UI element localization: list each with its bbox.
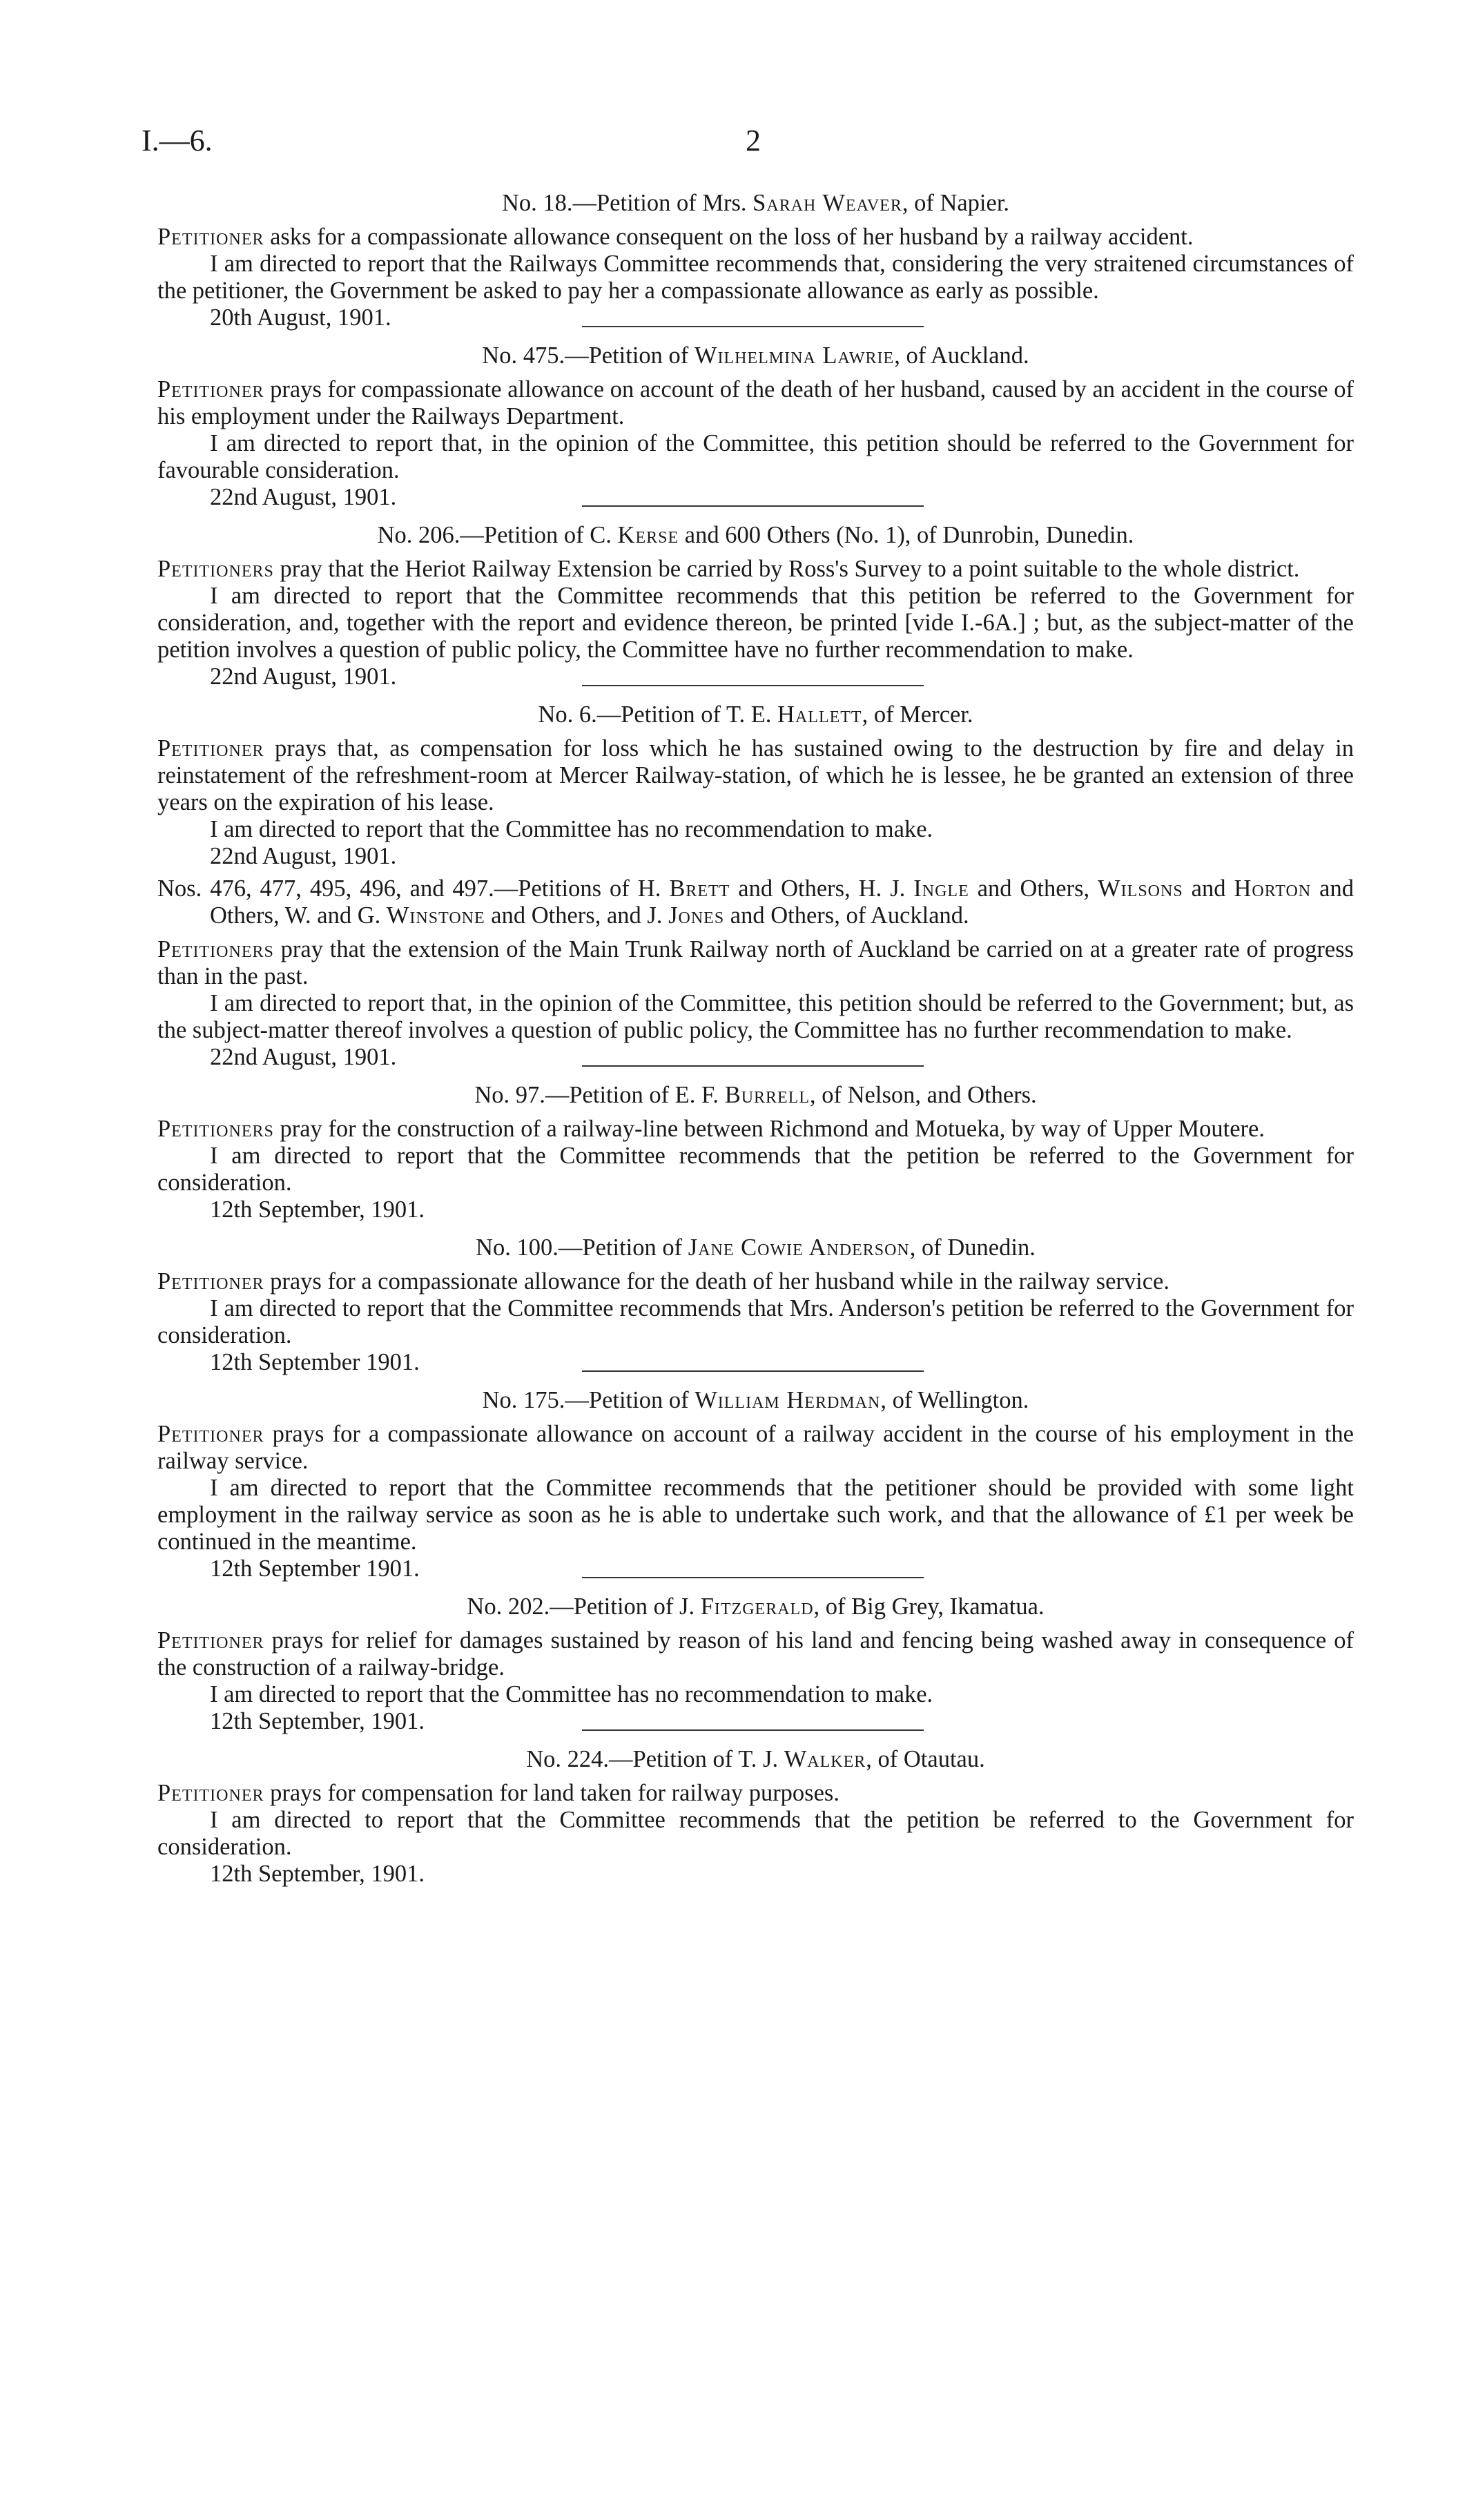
- petition-summary: Petitioners pray for the construction of a railway-line between Richmond and Motueka, by way of Upper Moutere.: [157, 1116, 1265, 1142]
- petition-title: No. 175.—Petition of William Herdman, of Wellington.: [482, 1387, 1029, 1413]
- petition-entry: [157, 1387, 1354, 1582]
- petition-entry: [157, 1746, 1354, 1888]
- petitions-report: [157, 190, 1354, 1888]
- petition-entry: [157, 875, 1354, 1070]
- report-date: 12th September, 1901.: [210, 1196, 425, 1223]
- committee-report: I am directed to report that the Committee recommends that this petition be referred to the Government for consideration, and, together with the report and evidence thereon, be printed [vide I.-6A.] ; but, as the subject-matter of the petition involves a question of public policy, the Committee have no further recommendation to make.: [157, 583, 1354, 663]
- committee-report: I am directed to report that, in the opinion of the Committee, this petition should be referred to the Government; but, as the subject-matter thereof involves a question of public policy, the Committee has no further recommendation to make.: [157, 990, 1354, 1043]
- petition-title: No. 97.—Petition of E. F. Burrell, of Nelson, and Others.: [474, 1082, 1037, 1108]
- report-date: 22nd August, 1901.: [210, 1044, 397, 1070]
- section-divider: [582, 326, 924, 327]
- section-divider: [582, 685, 924, 686]
- petition-summary: Petitioner prays for compassionate allowance on account of the death of her husband, caused by an accident in the course of his employment under the Railways Department.: [157, 376, 1354, 429]
- petition-summary: Petitioner prays that, as compensation for loss which he has sustained owing to the destruction by fire and delay in reinstatement of the refreshment-room at Mercer Railway-station, of which he is lessee, he be granted an extension of three years on the expiration of his lease.: [157, 735, 1354, 815]
- petition-entry: [157, 190, 1354, 331]
- committee-report: I am directed to report that the Committee recommends that the petition be referred to the Government for consideration.: [157, 1143, 1354, 1196]
- petition-title: No. 224.—Petition of T. J. Walker, of Otautau.: [526, 1746, 985, 1772]
- committee-report: I am directed to report that the Committee recommends that the petitioner should be provided with some light employment in the railway service as soon as he is able to undertake such work, and that the allowance of £1 per week be continued in the meantime.: [157, 1475, 1354, 1555]
- petition-entry: [157, 1234, 1354, 1375]
- petition-summary: Petitioner asks for a compassionate allowance consequent on the loss of her husband by a railway accident.: [157, 224, 1194, 250]
- petition-title: No. 475.—Petition of Wilhelmina Lawrie, of Auckland.: [482, 342, 1029, 369]
- committee-report: I am directed to report that the Committee recommends that Mrs. Anderson's petition be referred to the Government for consideration.: [157, 1295, 1354, 1348]
- report-date: 12th September 1901.: [210, 1349, 420, 1375]
- petition-title: No. 6.—Petition of T. E. Hallett, of Mercer.: [538, 701, 973, 728]
- petition-summary: Petitioners pray that the extension of the Main Trunk Railway north of Auckland be carried on at a greater rate of progress than in the past.: [157, 936, 1354, 989]
- petition-entry: [157, 1082, 1354, 1234]
- report-date: 20th August, 1901.: [210, 304, 391, 331]
- petition-summary: Petitioners pray that the Heriot Railway Extension be carried by Ross's Survey to a point suitable to the whole district.: [157, 556, 1300, 582]
- report-date: 12th September, 1901.: [210, 1861, 425, 1887]
- section-divider: [582, 1577, 924, 1578]
- petition-entry: [157, 1593, 1354, 1734]
- petition-entry: [157, 342, 1354, 510]
- report-date: 22nd August, 1901.: [210, 484, 397, 510]
- petition-title: No. 206.—Petition of C. Kerse and 600 Others (No. 1), of Dunrobin, Dunedin.: [377, 522, 1134, 548]
- petition-summary: Petitioner prays for compensation for land taken for railway purposes.: [157, 1780, 839, 1806]
- petition-title: No. 202.—Petition of J. Fitzgerald, of Big Grey, Ikamatua.: [467, 1593, 1045, 1620]
- petition-title: No. 18.—Petition of Mrs. Sarah Weaver, of Napier.: [501, 190, 1010, 216]
- petition-summary: Petitioner prays for relief for damages sustained by reason of his land and fencing being washed away in consequence of the construction of a railway-bridge.: [157, 1627, 1354, 1680]
- section-divider: [582, 1729, 924, 1731]
- section-divider: [582, 1065, 924, 1067]
- report-date: 22nd August, 1901.: [210, 843, 397, 869]
- report-date: 22nd August, 1901.: [210, 663, 397, 690]
- section-divider: [582, 505, 924, 507]
- committee-report: I am directed to report that the Railways Committee recommends that, considering the very straitened circumstances of the petitioner, the Government be asked to pay her a compassionate allowance as early as possible.: [157, 251, 1354, 304]
- page-header: [142, 123, 1350, 164]
- committee-report: I am directed to report that the Committee has no recommendation to make.: [210, 816, 933, 842]
- petition-title: Nos. 476, 477, 495, 496, and 497.—Petitions of H. Brett and Others, H. J. Ingle and Others, Wilsons and Horton and Others, W. and G. Winstone and Others, and J. Jones and Others, of Auckland.: [157, 875, 1354, 929]
- committee-report: I am directed to report that, in the opinion of the Committee, this petition should be referred to the Government for favourable consideration.: [157, 430, 1354, 483]
- petition-entry: [157, 701, 1354, 875]
- committee-report: I am directed to report that the Committee recommends that the petition be referred to the Government for consideration.: [157, 1807, 1354, 1860]
- report-date: 12th September 1901.: [210, 1555, 420, 1582]
- section-divider: [582, 1370, 924, 1372]
- petition-title: No. 100.—Petition of Jane Cowie Anderson, of Dunedin.: [476, 1234, 1036, 1261]
- petition-summary: Petitioner prays for a compassionate allowance for the death of her husband while in the railway service.: [157, 1268, 1169, 1295]
- petition-entry: [157, 522, 1354, 690]
- committee-report: I am directed to report that the Committee has no recommendation to make.: [210, 1681, 933, 1707]
- petition-summary: Petitioner prays for a compassionate allowance on account of a railway accident in the course of his employment in the railway service.: [157, 1421, 1354, 1474]
- document-reference: I.—6.: [142, 124, 213, 157]
- page-number: 2: [746, 124, 761, 157]
- report-date: 12th September, 1901.: [210, 1708, 425, 1734]
